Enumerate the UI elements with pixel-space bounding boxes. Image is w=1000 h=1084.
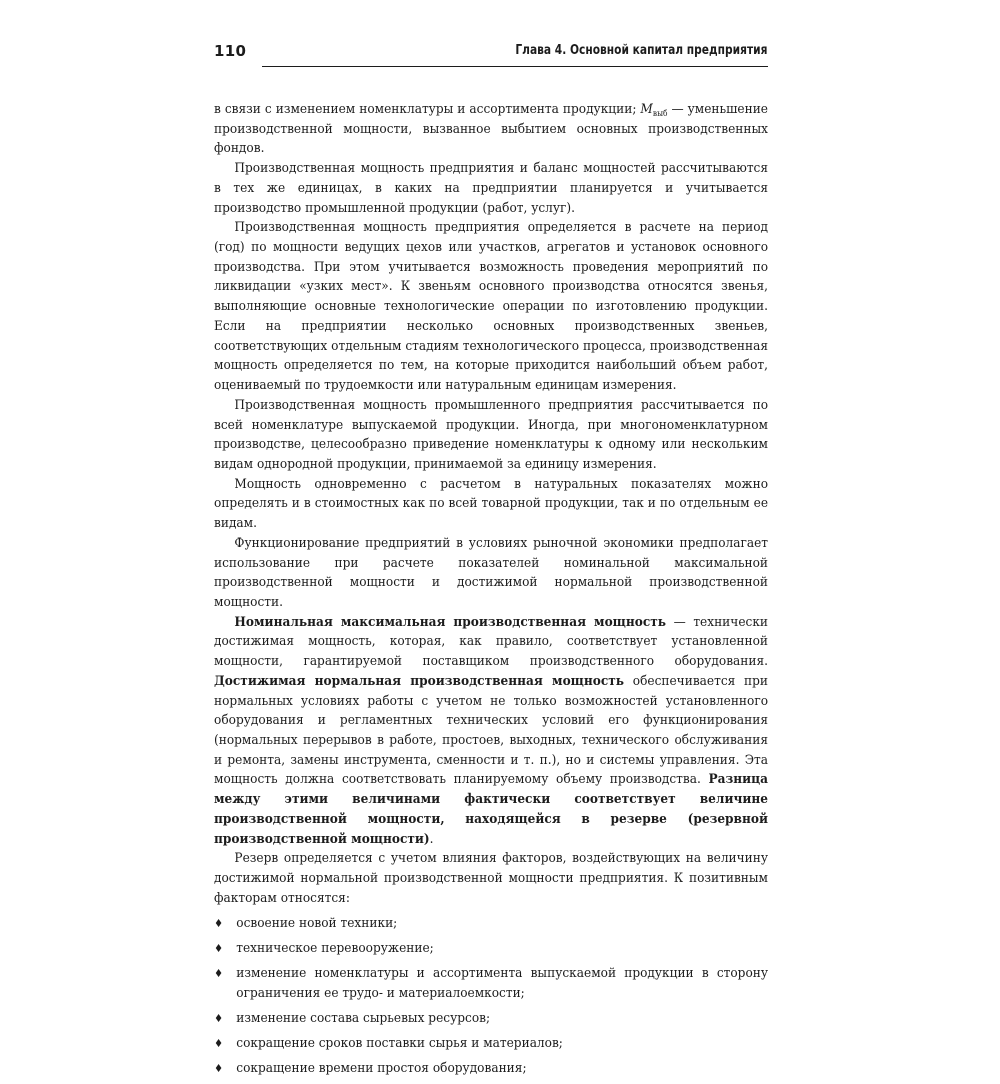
body-text (214, 100, 769, 1084)
paragraph: Мощность одновременно с расчетом в натуральных показателях можно определять и в стоимостных как по всей товарной продукции, так и по отдельным ее видам. (214, 476, 769, 532)
term-nominal-capacity: Номинальная максимальная производственная мощность (234, 614, 666, 630)
list-item (214, 1009, 768, 1029)
diamond-bullet-icon: ♦ (214, 1011, 224, 1025)
paragraph (214, 100, 768, 159)
paragraph-definitions (214, 613, 768, 850)
diamond-bullet-icon: ♦ (214, 1036, 224, 1050)
paragraph: Функционирование предприятий в условиях рыночной экономики предполагает использование при расчете показателей номинальной максимальной производственной мощности и достижимой нормальной производственной мощности. (214, 535, 769, 610)
text-run: обеспечивается при нормальных условиях работы с учетом не только возможностей установленного оборудования и регламентных технических условий его функционирования (нормальных перерывов в работе, простоев, выходных, технического обслуживания и ремонта, замены инструмента, сменности и т. п.), но и системы управления. Эта мощность должна соответствовать планируемому объему производства. (214, 673, 769, 788)
emphasis-reserve: Разница между этими величинами фактически соответствует величине производственной мощности, находящейся в резерве (резервной производственной мощности) (214, 772, 769, 847)
list-item (214, 1034, 768, 1054)
paragraph: Производственная мощность предприятия определяется в расчете на период (год) по мощности ведущих цехов или участков, агрегатов и установок основного производства. При этом учитывается возможность проведения мероприятий по ликвидации «узких мест». К звеньям основного производства относятся звенья, выполняющие основные технологические операции по изготовлению продукции. Если на предприятии несколько основных производственных звеньев, соответствующих отдельным стадиям технологического процесса, производственная мощность определяется по тем, на которые приходится наибольший объем работ, оцениваемый по трудоемкости или натуральным единицам измерения. (214, 220, 769, 394)
paragraph: Производственная мощность предприятия и баланс мощностей рассчитываются в тех же единицах, в каких на предприятии планируется и учитывается производство промышленной продукции (работ, услуг). (214, 161, 769, 216)
diamond-bullet-icon: ♦ (214, 942, 224, 956)
diamond-bullet-icon: ♦ (214, 917, 224, 931)
list-item (214, 1059, 768, 1079)
symbol-m-vyb (640, 102, 667, 117)
factors-list (214, 914, 768, 1078)
text-run: — технически достижимая мощность, которая, как правило, соответствует установленной мощности, гарантируемой поставщиком производственного оборудования. (214, 614, 769, 670)
text-run: — уменьшение производственной мощности, вызванное выбытием основных производственных фондов. (214, 102, 769, 157)
list-item (214, 939, 768, 959)
list-item-text: техническое перевооружение; (236, 941, 434, 957)
text-run: . (429, 831, 434, 847)
diamond-bullet-icon: ♦ (214, 967, 224, 981)
diamond-bullet-icon: ♦ (214, 1061, 224, 1075)
term-normal-capacity: Достижимая нормальная производственная мощность (214, 673, 625, 689)
list-item (214, 964, 768, 1003)
header-rule (262, 66, 768, 67)
symbol-letter: M (640, 102, 653, 117)
list-item-text: освоение новой техники; (236, 916, 398, 932)
list-item-text: сокращение времени простоя оборудования; (236, 1060, 527, 1076)
list-item-text: сокращение сроков поставки сырья и материалов; (236, 1035, 563, 1051)
running-head: Глава 4. Основной капитал предприятия (514, 43, 767, 58)
paragraph: Производственная мощность промышленного предприятия рассчитывается по всей номенклатуре выпускаемой продукции. Иногда, при многономенклатурном производстве, целесообразно приведение номенклатуры к одному или нескольким видам однородной продукции, принимаемой за единицу измерения. (214, 397, 769, 472)
text-run: в связи с изменением номенклатуры и ассортимента продукции; (214, 102, 641, 117)
list-item-text: изменение состава сырьевых ресурсов; (236, 1010, 491, 1026)
page-number: 110 (214, 42, 247, 60)
list-item (214, 914, 768, 934)
symbol-subscript: выб (652, 109, 668, 118)
list-item-text: изменение номенклатуры и ассортимента выпускаемой продукции в сторону ограничения ее трудо- и материалоемкости; (236, 966, 769, 1001)
paragraph: Резерв определяется с учетом влияния факторов, воздействующих на величину достижимой нормальной производственной мощности предприятия. К позитивным факторам относятся: (214, 851, 769, 906)
